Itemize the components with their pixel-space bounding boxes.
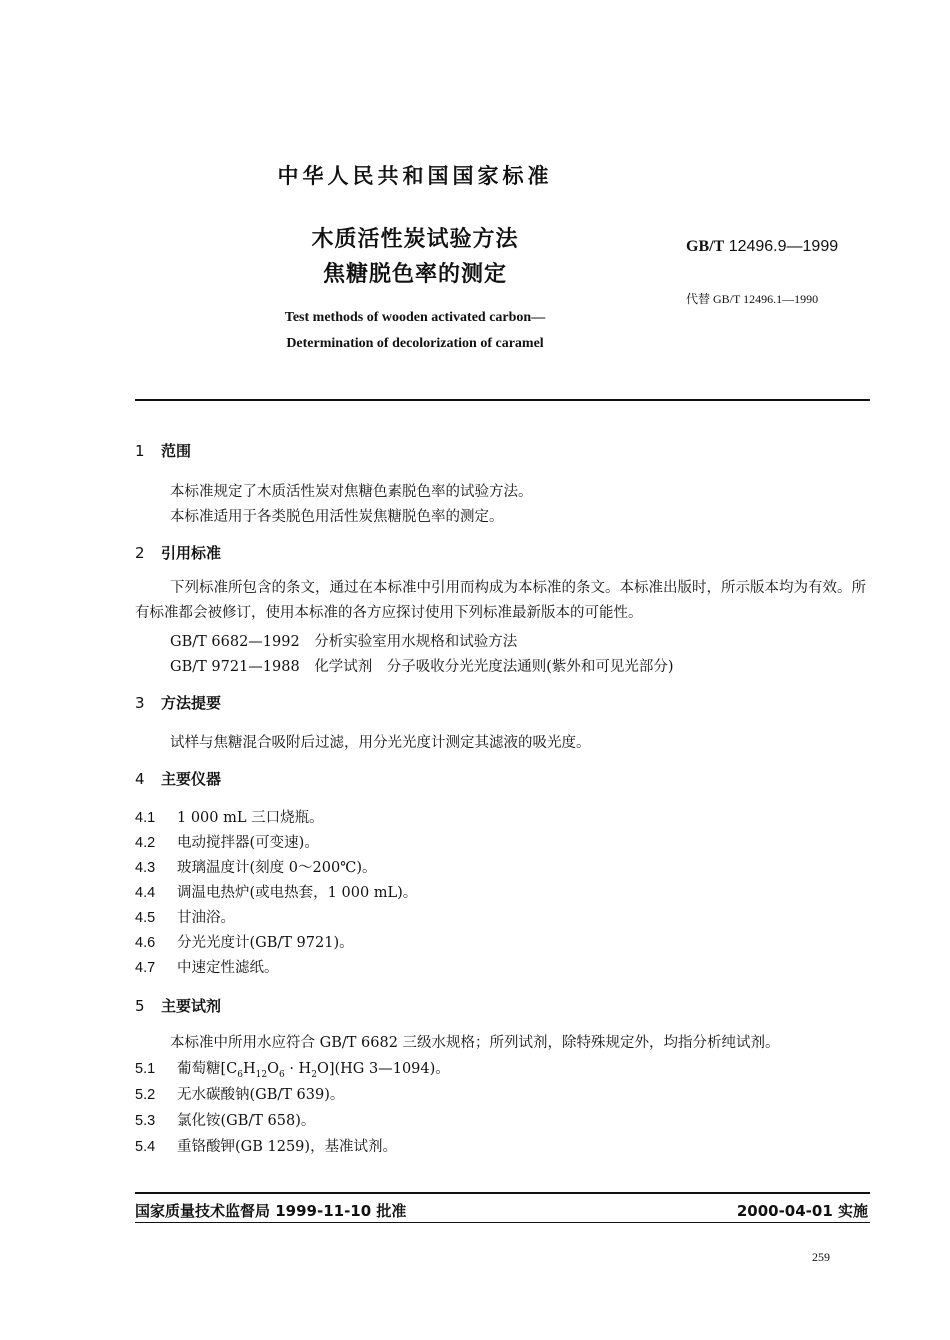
instrument-item: 4.6 分光光度计(GB/T 9721)。 bbox=[135, 935, 354, 951]
section-2-ref-2: GB/T 9721—1988 化学试剂 分子吸收分光光度法通则(紫外和可见光部分) bbox=[170, 659, 674, 675]
section-4-heading bbox=[135, 768, 221, 789]
section-3-title: 方法提要 bbox=[161, 694, 222, 712]
footer-divider bbox=[135, 1192, 870, 1194]
approval-line: 国家质量技术监督局 1999-11-10 批准 bbox=[135, 1202, 407, 1220]
section-5-number: 5 bbox=[135, 997, 145, 1015]
section-2-title: 引用标准 bbox=[161, 544, 222, 562]
instrument-item: 4.3 玻璃温度计(刻度 0～200℃)。 bbox=[135, 860, 377, 876]
instrument-item: 4.5 甘油浴。 bbox=[135, 910, 235, 926]
header-divider bbox=[135, 399, 870, 401]
section-3-para-1: 试样与焦糖混合吸附后过滤，用分光光度计测定其滤液的吸光度。 bbox=[170, 735, 591, 751]
section-2-ref-1: GB/T 6682—1992 分析实验室用水规格和试验方法 bbox=[170, 634, 518, 650]
section-1-para-1: 本标准规定了木质活性炭对焦糖色素脱色率的试验方法。 bbox=[170, 484, 533, 500]
instrument-item: 4.2 电动搅拌器(可变速)。 bbox=[135, 835, 319, 851]
section-2-number: 2 bbox=[135, 544, 145, 562]
standard-code-number: 12496.9—1999 bbox=[728, 238, 839, 255]
replaces-standard: 代替 GB/T 12496.1—1990 bbox=[686, 292, 819, 306]
section-1-number: 1 bbox=[135, 442, 145, 460]
title-en-line1: Test methods of wooden activated carbon— bbox=[284, 310, 546, 325]
standard-code-prefix: GB/T bbox=[686, 238, 725, 255]
reagent-item: 5.3 氯化铵(GB/T 658)。 bbox=[135, 1113, 316, 1129]
section-3-heading bbox=[135, 692, 221, 713]
section-4-title: 主要仪器 bbox=[161, 770, 222, 788]
section-1-title: 范围 bbox=[161, 442, 192, 460]
section-5-heading bbox=[135, 995, 221, 1016]
section-1-para-2: 本标准适用于各类脱色用活性炭焦糖脱色率的测定。 bbox=[170, 509, 504, 525]
section-2-paragraph: 下列标准所包含的条文，通过在本标准中引用而构成为本标准的条文。本标准出版时，所示版本均为有效。所有标准都会被修订，使用本标准的各方应探讨使用下列标准最新版本的可能性。 bbox=[135, 580, 866, 621]
section-5-intro: 本标准中所用水应符合 GB/T 6682 三级水规格；所列试剂，除特殊规定外，均指分析纯试剂。 bbox=[170, 1035, 780, 1051]
instrument-item: 4.7 中速定性滤纸。 bbox=[135, 960, 279, 976]
implementation-date: 2000-04-01 实施 bbox=[736, 1202, 868, 1220]
standard-code bbox=[686, 238, 838, 256]
reagent-item: 5.4 重铬酸钾(GB 1259)，基准试剂。 bbox=[135, 1139, 398, 1155]
section-1-heading bbox=[135, 440, 191, 461]
title-zh-line1: 木质活性炭试验方法 bbox=[311, 227, 519, 252]
section-5-title: 主要试剂 bbox=[161, 997, 222, 1015]
title-zh-line2: 焦糖脱色率的测定 bbox=[322, 262, 507, 287]
instrument-item: 4.4 调温电热炉(或电热套，1 000 mL)。 bbox=[135, 885, 418, 901]
section-4-number: 4 bbox=[135, 770, 145, 788]
reagent-item: 5.2 无水碳酸钠(GB/T 639)。 bbox=[135, 1087, 345, 1103]
national-standard-heading: 中华人民共和国国家标准 bbox=[277, 164, 553, 188]
instrument-item: 4.1 1 000 mL 三口烧瓶。 bbox=[135, 810, 324, 826]
footer-bottom-rule bbox=[135, 1222, 870, 1223]
reagent-item: 5.1 葡萄糖$[C_6H_{12}O_6 \cdot H_2O](HG$ 3—1094)。 bbox=[135, 1061, 450, 1080]
page-number: 259 bbox=[812, 1250, 830, 1264]
section-3-number: 3 bbox=[135, 694, 145, 712]
section-2-heading bbox=[135, 542, 221, 563]
title-en-line2: Determination of decolorization of caramel bbox=[286, 336, 544, 351]
